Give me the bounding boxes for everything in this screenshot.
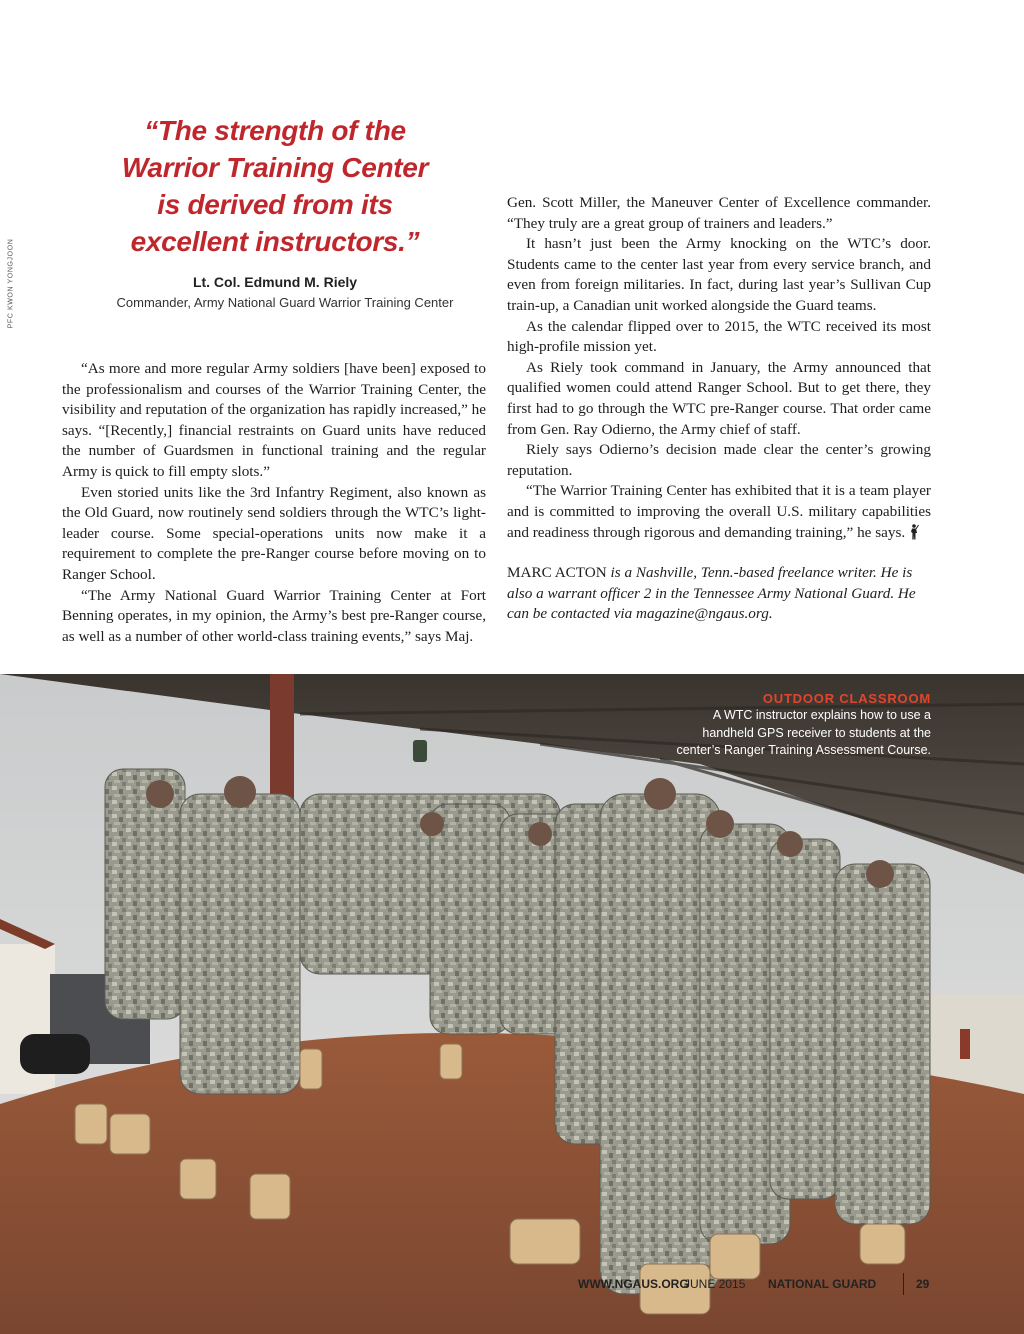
page-number: 29 [916,1277,930,1291]
author-name: MARC ACTON [507,564,607,582]
paragraph: Even storied units like the 3rd Infantry Regiment, also known as the Old Guard, now routinely send soldiers through the WTC’s light-leader course. Some special-operations units now make it a requirement to complete the pre-Ranger course before moving on to Ranger School. [62,483,486,583]
paragraph: Gen. Scott Miller, the Maneuver Center of Excellence commander. “They truly are a great group of trainers and leaders.” [507,194,931,232]
quote-author: Lt. Col. Edmund M. Riely [192,274,358,290]
pull-quote-line: Warrior Training Center [121,152,429,183]
paragraph: “As more and more regular Army soldiers [have been] exposed to the professionalism and courses of the Warrior Training Center, the visibility and reputation of the organization has rapidly increased,” he says. “[Recently,] financial restraints on Guard units have reduced the number of Guardsmen in functional training and the regular Army is quick to fill empty slots.” [62,360,486,480]
pull-quote-line: “The strength of the [144,115,406,146]
author-bio-text: is a Nashville, Tenn.-based freelance writer. He is also a warrant officer 2 in the Tennessee Army National Guard. He can be contacted via magazine@ngaus.org. [507,564,916,623]
paragraph: It hasn’t just been the Army knocking on the WTC’s door. Students came to the center last year from every service branch, and even from foreign militaries. In fact, during last year’s Sullivan Cup train-up, a Canadian unit worked alongside the Guard teams. [507,235,931,314]
paragraph: “The Army National Guard Warrior Training Center at Fort Benning operates, in my opinion, the Army’s best pre-Ranger course, as well as a number of other world-class training events,” says Maj. [62,586,486,645]
photo-credit: PFC KWON YONGJOON [7,238,15,329]
author-bio [507,563,931,625]
soldiers-training-photo [0,674,1024,1334]
footer-issue-date: JUNE 2015 [684,1277,746,1291]
photo-caption [671,690,931,760]
footer-website: WWW.NGAUS.ORG [578,1277,689,1291]
page-footer [570,1273,970,1295]
paragraph: As the calendar flipped over to 2015, the WTC received its most high-profile mission yet. [507,317,931,356]
footer-magazine-name: NATIONAL GUARD [768,1277,877,1291]
article-column-left [62,359,486,647]
paragraph: As Riely took command in January, the Army announced that qualified women could attend Ranger School. But to get there, they first had to go through the WTC pre-Ranger course. That order came from Gen. Ray Odierno, the Army chief of staff. [507,358,931,438]
caption-title: OUTDOOR CLASSROOM [762,691,931,706]
pull-quote-line: excellent instructors.” [130,226,420,257]
footer-divider [903,1273,904,1295]
pull-quote-line: is derived from its [157,189,393,220]
paragraph: Riely says Odierno’s decision made clear the center’s growing reputation. [507,441,931,479]
paragraph-text: “The Warrior Training Center has exhibited that it is a team player and is committed to improving the overall U.S. military capabilities and readiness through rigorous and demanding training,” he says. [507,482,931,541]
last-paragraph [507,481,931,543]
photo-illustration [0,674,1024,1334]
pull-quote [90,112,460,260]
caption-body: A WTC instructor explains how to use a handheld GPS receiver to students at the center’s Ranger Training Assessment Course. [676,708,931,757]
quote-author-role: Commander, Army National Guard Warrior Training Center [116,295,454,310]
article-column-right [507,193,931,625]
soldier-end-mark-icon [909,524,919,540]
